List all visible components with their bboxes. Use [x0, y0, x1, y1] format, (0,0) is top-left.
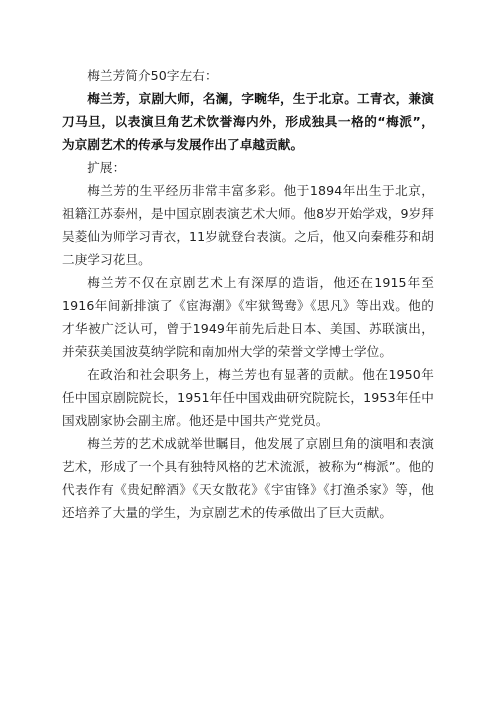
paragraph-positions: 在政治和社会职务上，梅兰芳也有显著的贡献。他在1950年任中国京剧院院长，1951年任中国戏曲研究院院长，1953年任中国戏剧家协会副主席。他还是中国共产党党员。: [62, 367, 434, 428]
paragraph-legacy: 梅兰芳的艺术成就举世瞩目，他发展了京剧旦角的演唱和表演艺术，形成了一个具有独特风格的艺术流派，被称为“梅派”。他的代表作有《贵妃醉酒》《天女散花》《宇宙锋》《打渔杀家》等，他还培养了大量的学生，为京剧艺术的传承做出了巨大贡献。: [62, 436, 434, 520]
expand-label: 扩展：: [87, 160, 126, 175]
summary-paragraph: 梅兰芳，京剧大师，名澜，字畹华，生于北京。工青衣，兼演刀马旦，以表演旦角艺术饮誉海内外，形成独具一格的“梅派”，为京剧艺术的传承与发展作出了卓越贡献。: [62, 91, 434, 152]
paragraph-achievements: 梅兰芳不仅在京剧艺术上有深厚的造诣，他还在1915年至1916年间新排演了《宦海潮》《牢狱鸳鸯》《思凡》等出戏。他的才华被广泛认可，曾于1949年前先后赴日本、美国、苏联演出，并荣获美国波莫纳学院和南加州大学的荣誉文学博士学位。: [62, 275, 434, 359]
paragraph-biography: 梅兰芳的生平经历非常丰富多彩。他于1894年出生于北京，祖籍江苏泰州，是中国京剧表演艺术大师。他8岁开始学戏，9岁拜吴菱仙为师学习青衣，11岁就登台表演。之后，他又向秦稚芬和胡二庚学习花旦。: [62, 183, 434, 267]
document-page: [62, 64, 434, 524]
intro-label: 梅兰芳简介50字左右：: [87, 68, 218, 83]
